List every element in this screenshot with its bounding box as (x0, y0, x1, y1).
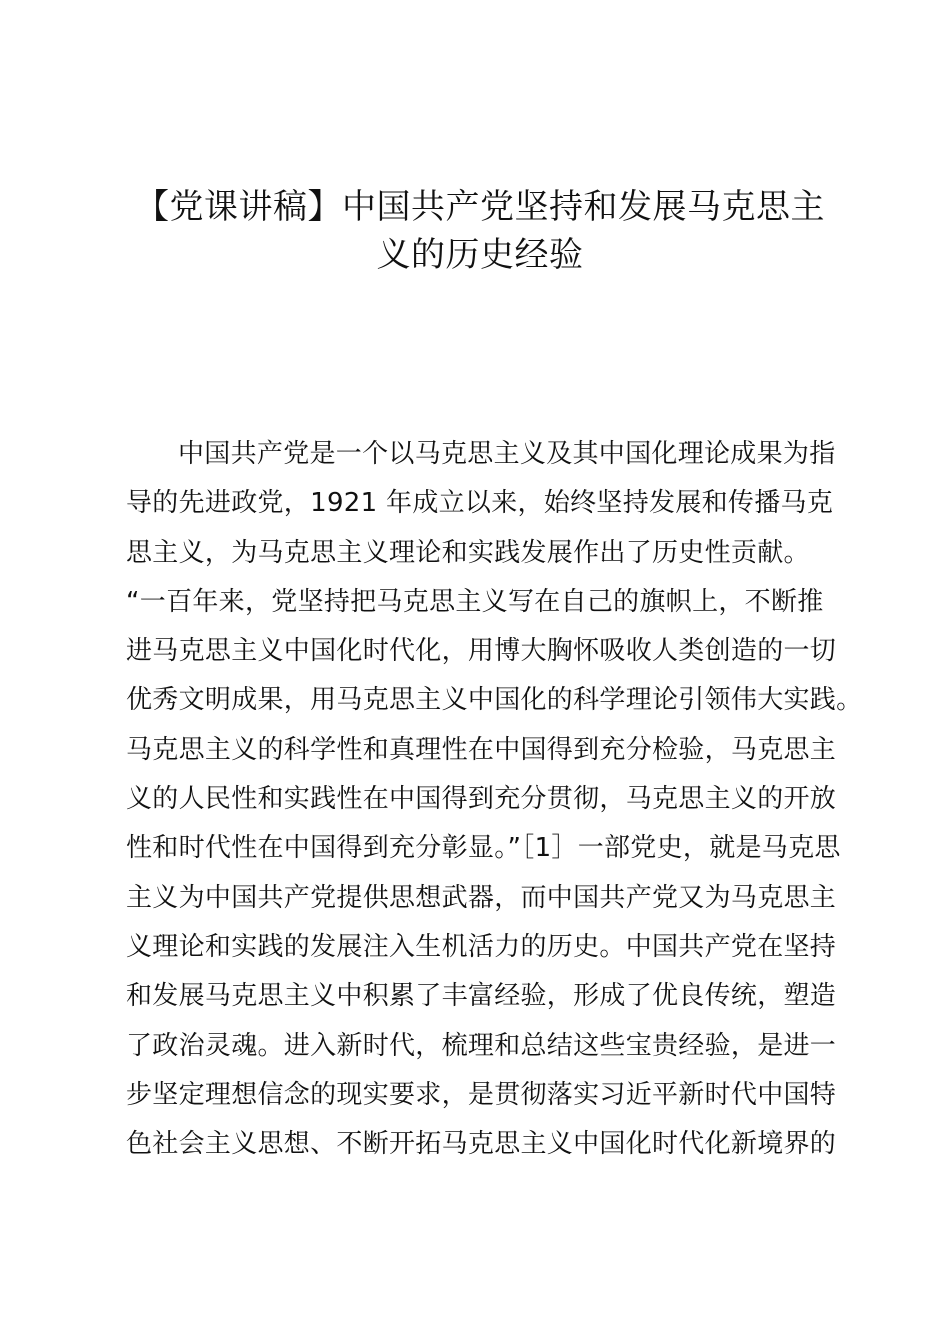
body-paragraph (126, 430, 863, 1169)
body-line: 主义为中国共产党提供思想武器，而中国共产党又为马克思主 (126, 882, 837, 913)
body-line: 色社会主义思想、不断开拓马克思主义中国化时代化新境界的 (126, 1129, 837, 1160)
body-line: 性和时代性在中国得到充分彰显。”［1］一部党史，就是马克思 (126, 833, 841, 864)
body-line: 优秀文明成果，用马克思主义中国化的科学理论引领伟大实践。 (126, 685, 863, 716)
body-line: 义的人民性和实践性在中国得到充分贯彻，马克思主义的开放 (126, 784, 837, 815)
body-line: 了政治灵魂。进入新时代，梳理和总结这些宝贵经验，是进一 (126, 1030, 837, 1061)
body-line: 步坚定理想信念的现实要求，是贯彻落实习近平新时代中国特 (126, 1079, 837, 1110)
body-line: 思主义，为马克思主义理论和实践发展作出了历史性贡献。 (126, 537, 810, 568)
body-line: 义理论和实践的发展注入生机活力的历史。中国共产党在坚持 (126, 931, 837, 962)
body-line: 马克思主义的科学性和真理性在中国得到充分检验，马克思主 (126, 734, 837, 765)
body-line: 导的先进政党，1921 年成立以来，始终坚持发展和传播马克 (126, 488, 834, 519)
body-line: 中国共产党是一个以马克思主义及其中国化理论成果为指 (178, 439, 836, 469)
body-line: 和发展马克思主义中积累了丰富经验，形成了优良传统，塑造 (126, 981, 837, 1012)
title-line-1: 【党课讲稿】中国共产党坚持和发展马克思主 (135, 187, 825, 227)
title-line-2: 义的历史经验 (376, 235, 584, 275)
body-line: 进马克思主义中国化时代化，用博大胸怀吸收人类创造的一切 (126, 636, 837, 667)
body-line: “一百年来，党坚持把马克思主义写在自己的旗帜上，不断推 (126, 586, 824, 617)
document-title (110, 183, 850, 279)
